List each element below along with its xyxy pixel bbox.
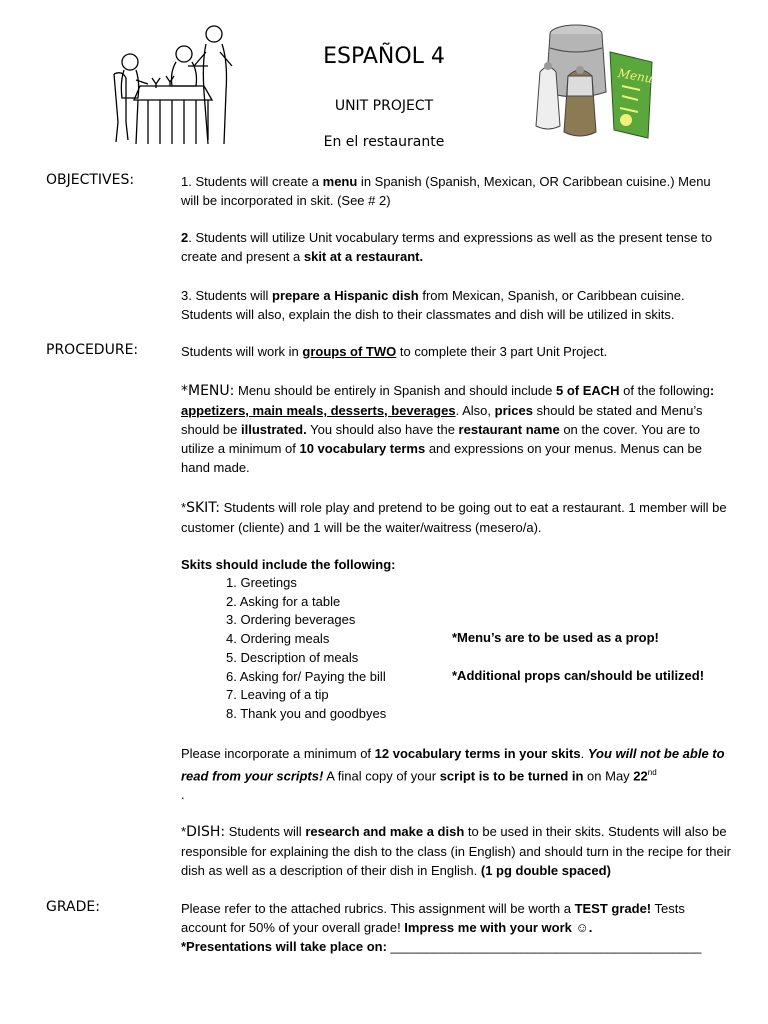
objectives-label: OBJECTIVES: <box>46 172 135 188</box>
menu-prop-note: *Menu’s are to be used as a prop! <box>452 630 659 645</box>
list-item: 2. Asking for a table <box>226 593 341 609</box>
list-item: 8. Thank you and goodbyes <box>226 705 387 721</box>
objective-1: 1. Students will create a menu in Spanish (Spanish, Mexican, OR Caribbean cuisine.) Menu will be incorporated in skit. (See # 2) <box>181 174 711 208</box>
vocab-script-instructions: Please incorporate a minimum of 12 vocabulary terms in your skits. You will not be able to read from your scripts! A final copy of your script is to be turned in on May 22nd . <box>181 746 725 803</box>
salt-pepper-menu-illustration <box>528 22 663 142</box>
list-item: 1. Greetings <box>226 575 297 590</box>
page-title: ESPAÑOL 4 <box>323 44 445 69</box>
list-item: 3. Ordering beverages <box>226 612 356 628</box>
skit-instructions: *SKIT: Students will role play and pretend to be going out to eat a restaurant. 1 member will be customer (cliente) and 1 will be the waiter/waitress (mesero/a). <box>181 500 727 535</box>
unit-project-subtitle: UNIT PROJECT <box>334 98 434 114</box>
grade-text: Please refer to the attached rubrics. This assignment will be worth a TEST grade! Tests account for 50% of your overall grade! Impress me with your work ☺. *Presentations will take place on: ___________________________________________ <box>181 901 702 954</box>
procedure-label: PROCEDURE: <box>46 342 139 358</box>
objective-3: 3. Students will prepare a Hispanic dish from Mexican, Spanish, or Caribbean cuisine. Students will also, explain the dish to their classmates and dish will be utilized in skits. <box>181 288 685 322</box>
list-item: 6. Asking for/ Paying the bill <box>226 668 386 684</box>
procedure-intro: Students will work in groups of TWO to complete their 3 part Unit Project. <box>181 344 608 359</box>
list-item: 7. Leaving of a tip <box>226 687 329 703</box>
list-item: 5. Description of meals <box>226 649 359 665</box>
grade-label: GRADE: <box>46 899 100 915</box>
restaurant-scene-illustration <box>108 22 253 147</box>
menu-card-text: Menu <box>616 66 654 86</box>
list-item: 4. Ordering meals <box>226 631 330 647</box>
additional-props-note: *Additional props can/should be utilized! <box>452 668 705 683</box>
menu-instructions: *MENU: Menu should be entirely in Spanish and should include 5 of EACH of the following: appetizers, main meals, desserts, beverages. Also, prices should be stated and Menu’s should be illustrated. You should also have the restaurant name on the cover. You are to utilize a minimum of 10 vocabulary terms and expressions on your menus. Menus can be hand made. <box>181 383 715 475</box>
restaurant-subtitle: En el restaurante <box>323 134 445 150</box>
objective-2: 2. Students will utilize Unit vocabulary terms and expressions as well as the present tense to create and present a skit at a restaurant. <box>181 230 713 264</box>
skit-list-title: Skits should include the following: <box>181 557 396 572</box>
skit-list <box>226 574 386 724</box>
dish-instructions: *DISH: Students will research and make a dish to be used in their skits. Students will also be responsible for explaining the dish to the class (in English) and should turn in the recipe for their dish as well as a description of their dish in English. (1 pg double spaced) <box>181 824 731 878</box>
